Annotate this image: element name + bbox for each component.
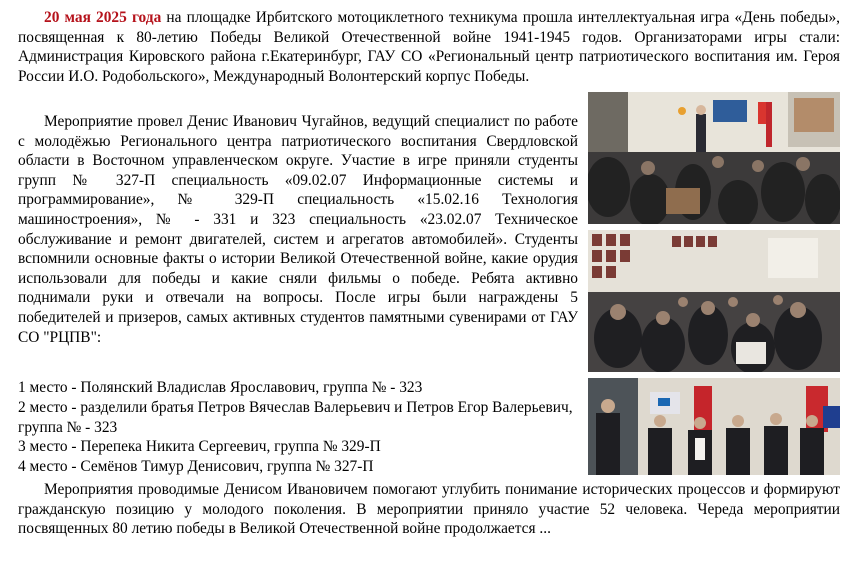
intro-paragraph (18, 8, 840, 86)
body-paragraph: Мероприятие провел Денис Иванович Чугайнов, ведущий специалист по работе с молодёжью Регионального центра патриотического воспитания Свердловской области в Восточном управленческом округе. Участие в игре приняли студенты групп № 327-П специальность «09.02.07 Информационные системы и программирование», № 329-П специальность «15.02.16 Технология машиностроения», № - 331 и 323 специальность «23.02.07 Техническое обслуживание и ремонт двигателей, систем и агрегатов автомобилей». Студенты вспомнили основные факты о истории Великой Отечественной войне, какие орудия использовали для победы и какие сняли фильмы о победе. Ребята активно поднимали руки и отвечали на вопросы. После игры были награждены 5 победителей и призеров, самых активных студентов памятными сувенирами от ГАУ СО "РЦПВ": (18, 113, 578, 346)
event-date: 20 мая 2025 года (44, 9, 162, 26)
winner-1: 1 место - Полянский Владислав Ярославович, группа № - 323 (18, 379, 423, 396)
winner-3: 3 место - Перепека Никита Сергеевич, группа № 329-П (18, 438, 381, 455)
winner-4: 4 место - Семёнов Тимур Денисович, группа № 327-П (18, 458, 374, 475)
photo-audience (588, 230, 840, 372)
intro-text: на площадке Ирбитского мотоциклетного техникума прошла интеллектуальная игра «День победы», посвященная к 80-летию Победы Великой Отечественной войне 1941-1945 годов. Организаторами игры стали: Администрация Кировского района г.Екатеринбург, ГАУ СО «Региональный центр патриотического воспитания им. Героя России И.О. Родобольского», Международный Волонтерский корпус Победы. (18, 9, 841, 85)
closing-paragraph: Мероприятия проводимые Денисом Ивановичем помогают углубить понимание исторических процессов и формируют гражданскую позицию у молодого поколения. В мероприятии приняло участие 52 человека. Череда мероприятии посвященных 80 летию победы в Великой Отечественной войне продолжается ... (18, 481, 840, 538)
photo-winners (588, 378, 840, 475)
winner-2: 2 место - разделили братья Петров Вячеслав Валерьевич и Петров Егор Валерьевич, группа № - 323 (18, 399, 573, 436)
photo-presenter (588, 92, 840, 224)
